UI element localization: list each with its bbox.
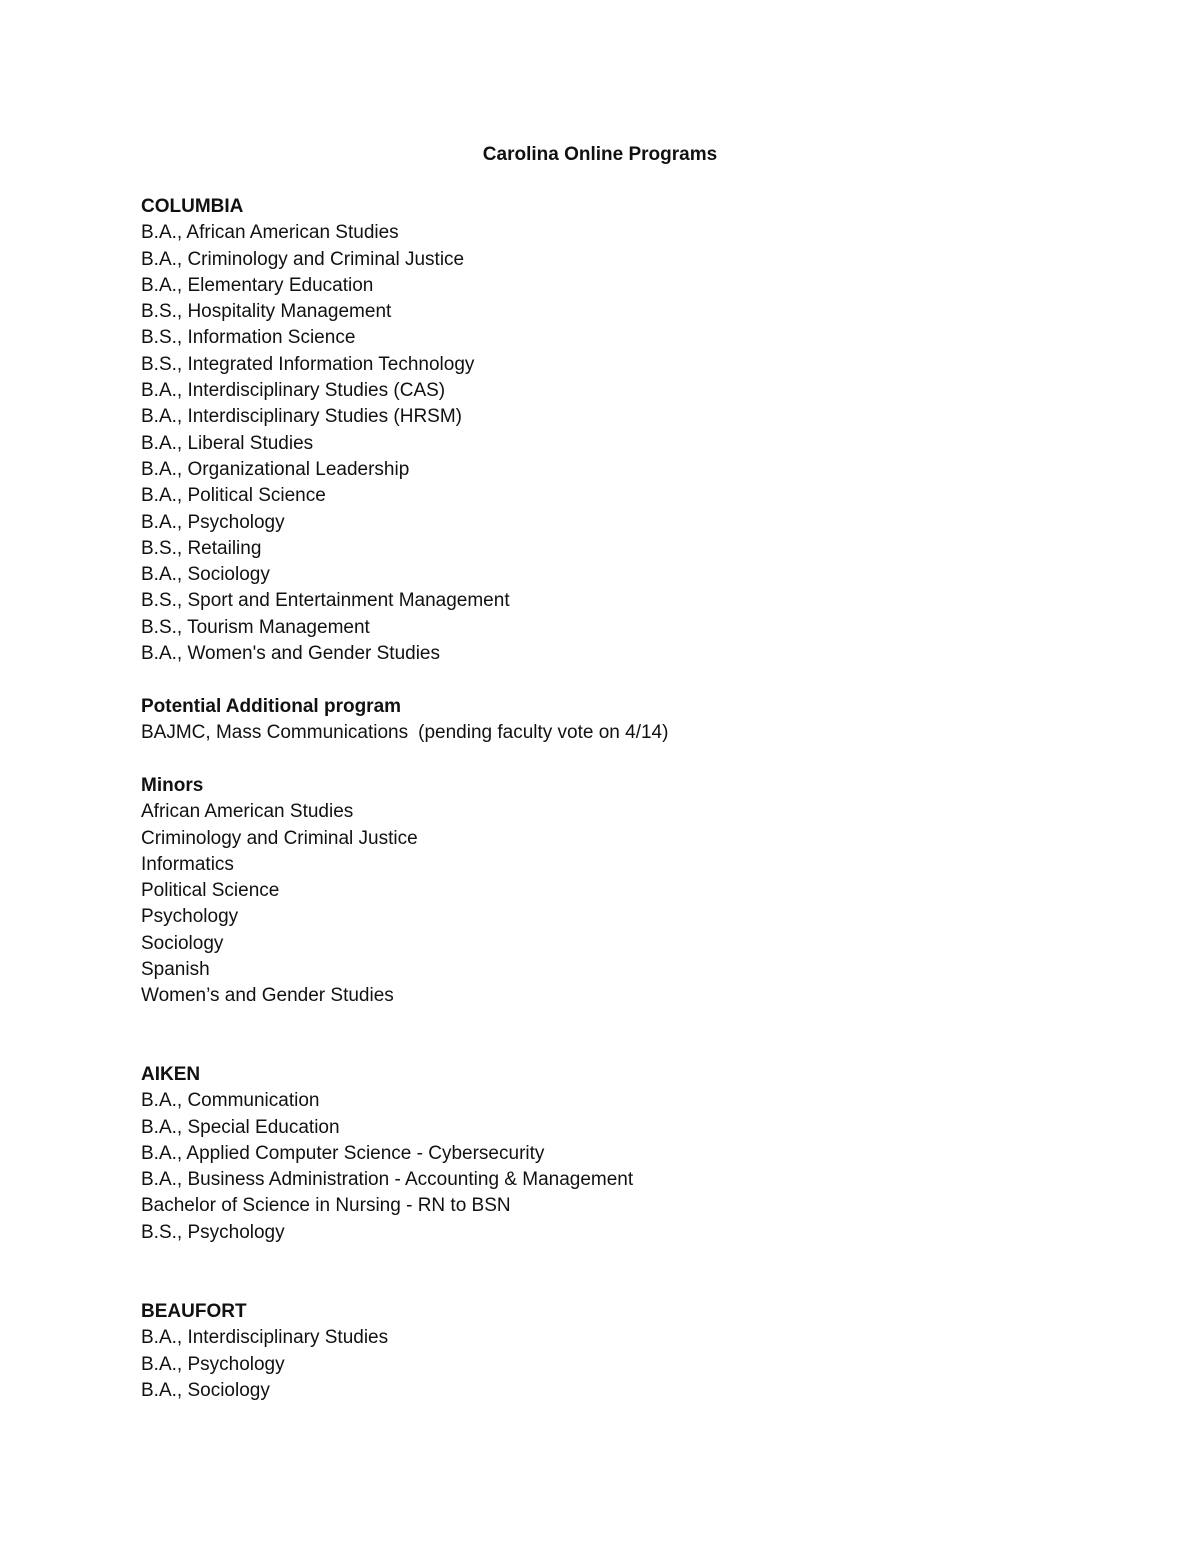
program-item: B.S., Retailing — [141, 537, 262, 559]
program-item: B.A., Interdisciplinary Studies (CAS) — [141, 380, 446, 402]
program-item: B.A., Business Administration - Accounting & Management — [141, 1169, 634, 1191]
section-heading-beaufort: BEAUFORT — [141, 1301, 247, 1322]
minor-item: Sociology — [141, 932, 224, 954]
minor-item: Spanish — [141, 959, 210, 981]
section-potential-program — [141, 694, 1121, 747]
program-item: B.A., Special Education — [141, 1116, 340, 1138]
program-item: B.A., Organizational Leadership — [141, 458, 410, 480]
section-heading-aiken: AIKEN — [141, 1064, 201, 1085]
program-item: B.A., Liberal Studies — [141, 432, 314, 454]
program-item: B.S., Tourism Management — [141, 616, 370, 638]
section-columbia — [141, 194, 1121, 667]
section-minors — [141, 773, 1121, 1010]
section-beaufort — [141, 1299, 1121, 1404]
program-item: B.A., Sociology — [141, 564, 270, 586]
program-item: B.A., Psychology — [141, 511, 285, 533]
program-item: B.S., Information Science — [141, 327, 356, 349]
program-item: B.A., Women's and Gender Studies — [141, 643, 440, 665]
program-item: B.A., African American Studies — [141, 222, 399, 244]
potential-program-item — [141, 720, 1121, 746]
page-title: Carolina Online Programs — [482, 144, 718, 165]
program-item: B.A., Communication — [141, 1090, 320, 1112]
minor-item: Political Science — [141, 880, 280, 902]
section-heading-potential: Potential Additional program — [141, 696, 402, 717]
program-item: B.A., Interdisciplinary Studies (HRSM) — [141, 406, 462, 428]
potential-program-note: (pending faculty vote on 4/14) — [418, 722, 669, 744]
potential-program-name: BAJMC, Mass Communications — [141, 722, 409, 744]
minor-item: African American Studies — [141, 801, 354, 823]
minor-item: Women’s and Gender Studies — [141, 985, 394, 1007]
minor-item: Psychology — [141, 906, 239, 928]
program-item: B.A., Criminology and Criminal Justice — [141, 248, 465, 270]
program-item: Bachelor of Science in Nursing - RN to BSN — [141, 1195, 511, 1217]
program-item: B.S., Integrated Information Technology — [141, 353, 475, 375]
minor-item: Informatics — [141, 853, 234, 875]
program-item: B.S., Sport and Entertainment Management — [141, 590, 510, 612]
program-item: B.A., Elementary Education — [141, 274, 374, 296]
program-item: B.A., Psychology — [141, 1353, 285, 1375]
program-item: B.A., Political Science — [141, 485, 326, 507]
minor-item: Criminology and Criminal Justice — [141, 827, 418, 849]
program-item: B.S., Hospitality Management — [141, 301, 392, 323]
program-item: B.A., Sociology — [141, 1379, 270, 1401]
program-item: B.A., Applied Computer Science - Cybersecurity — [141, 1142, 545, 1164]
section-heading-minors: Minors — [141, 775, 204, 796]
section-aiken — [141, 1062, 1121, 1246]
program-item: B.A., Interdisciplinary Studies — [141, 1327, 389, 1349]
section-heading-columbia: COLUMBIA — [141, 196, 244, 217]
program-item: B.S., Psychology — [141, 1221, 285, 1243]
